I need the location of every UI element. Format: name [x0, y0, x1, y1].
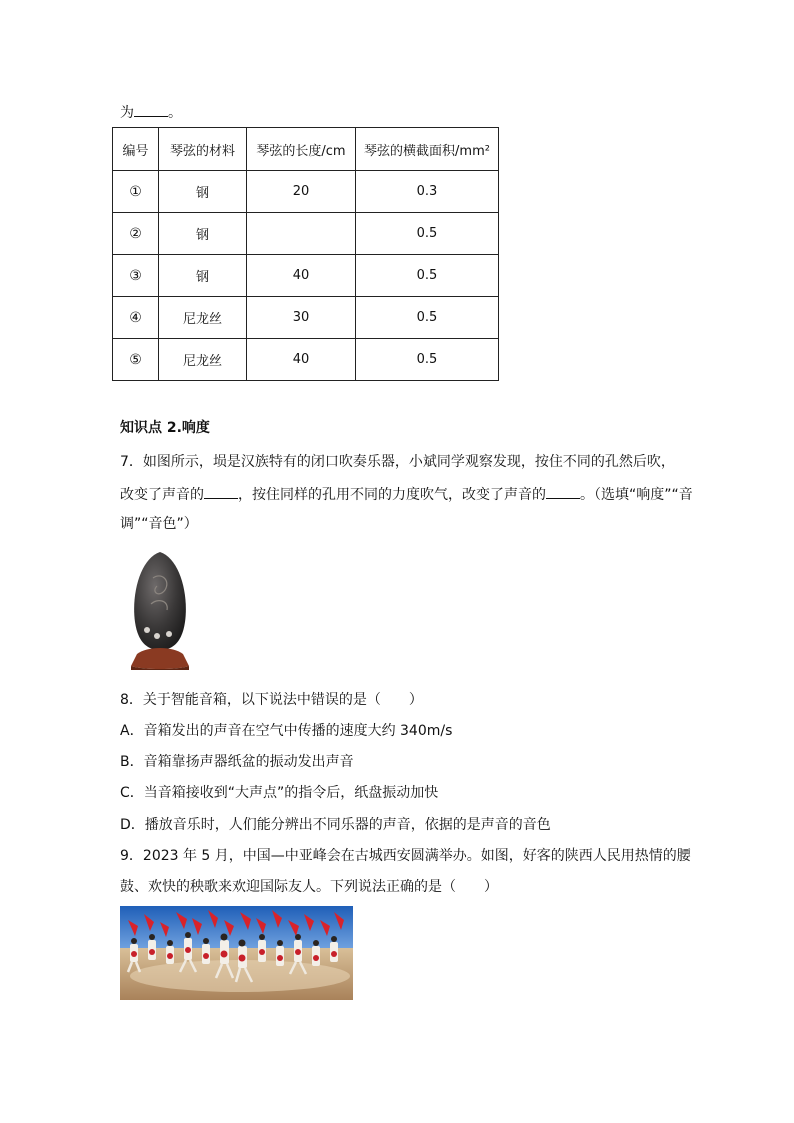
- row-area: 0.5: [356, 213, 499, 255]
- question-9-line-1: 9．2023 年 5 月，中国—中亚峰会在古城西安圆满举办。如图，好客的陕西人民用热情的腰: [120, 848, 691, 864]
- question-8-stem: 8．关于智能音箱，以下说法中错误的是（ ）: [120, 692, 423, 708]
- row-material: 钢: [159, 255, 247, 297]
- row-material: 尼龙丝: [159, 297, 247, 339]
- question-7-line-1: 7．如图所示，埙是汉族特有的闭口吹奏乐器，小斌同学观察发现，按住不同的孔然后吹，: [120, 454, 675, 470]
- row-length: 40: [247, 255, 356, 297]
- question-8-option-c: C．当音箱接收到“大声点”的指令后，纸盘振动加快: [120, 785, 439, 801]
- row-material: 钢: [159, 213, 247, 255]
- row-area: 0.5: [356, 297, 499, 339]
- row-area: 0.5: [356, 339, 499, 381]
- table-row: [113, 213, 499, 255]
- answer-blank[interactable]: [204, 484, 238, 499]
- row-number: ③: [113, 255, 159, 297]
- row-length: 30: [247, 297, 356, 339]
- question-8-option-b: B．音箱靠扬声器纸盆的振动发出声音: [120, 754, 354, 770]
- question-7-line-2: 改变了声音的 ，按住同样的孔用不同的力度吹气，改变了声音的 。（选填“响度”“音: [120, 484, 693, 505]
- row-length: [247, 213, 356, 255]
- string-experiment-table: [112, 127, 499, 381]
- row-area: 0.3: [356, 171, 499, 213]
- row-material: 尼龙丝: [159, 339, 247, 381]
- table-row: [113, 255, 499, 297]
- table-row: [113, 171, 499, 213]
- answer-line: [120, 102, 182, 123]
- header-material: 琴弦的材料: [159, 128, 247, 171]
- ocarina-image: [127, 548, 193, 672]
- table-header-row: [113, 128, 499, 171]
- row-area: 0.5: [356, 255, 499, 297]
- row-number: ⑤: [113, 339, 159, 381]
- question-8-option-d: D．播放音乐时，人们能分辨出不同乐器的声音，依据的是声音的音色: [120, 817, 551, 833]
- header-length: 琴弦的长度/cm: [247, 128, 356, 171]
- answer-blank[interactable]: [134, 102, 168, 117]
- waist-drum-dance-photo: [120, 906, 353, 1000]
- question-9-line-2: 鼓、欢快的秧歌来欢迎国际友人。下列说法正确的是（ ）: [120, 879, 498, 895]
- question-8-option-a: A．音箱发出的声音在空气中传播的速度大约 340m/s: [120, 723, 453, 739]
- header-area: 琴弦的横截面积/mm²: [356, 128, 499, 171]
- table-row: [113, 339, 499, 381]
- answer-blank[interactable]: [546, 484, 580, 499]
- table-row: [113, 297, 499, 339]
- section-heading: 知识点 2.响度: [120, 420, 210, 436]
- line-suffix: 。: [168, 105, 182, 121]
- row-length: 40: [247, 339, 356, 381]
- row-number: ④: [113, 297, 159, 339]
- row-length: 20: [247, 171, 356, 213]
- row-number: ②: [113, 213, 159, 255]
- row-material: 钢: [159, 171, 247, 213]
- row-number: ①: [113, 171, 159, 213]
- line-prefix: 为: [120, 105, 134, 121]
- question-7-line-3: 调”“音色”）: [120, 516, 198, 532]
- header-number: 编号: [113, 128, 159, 171]
